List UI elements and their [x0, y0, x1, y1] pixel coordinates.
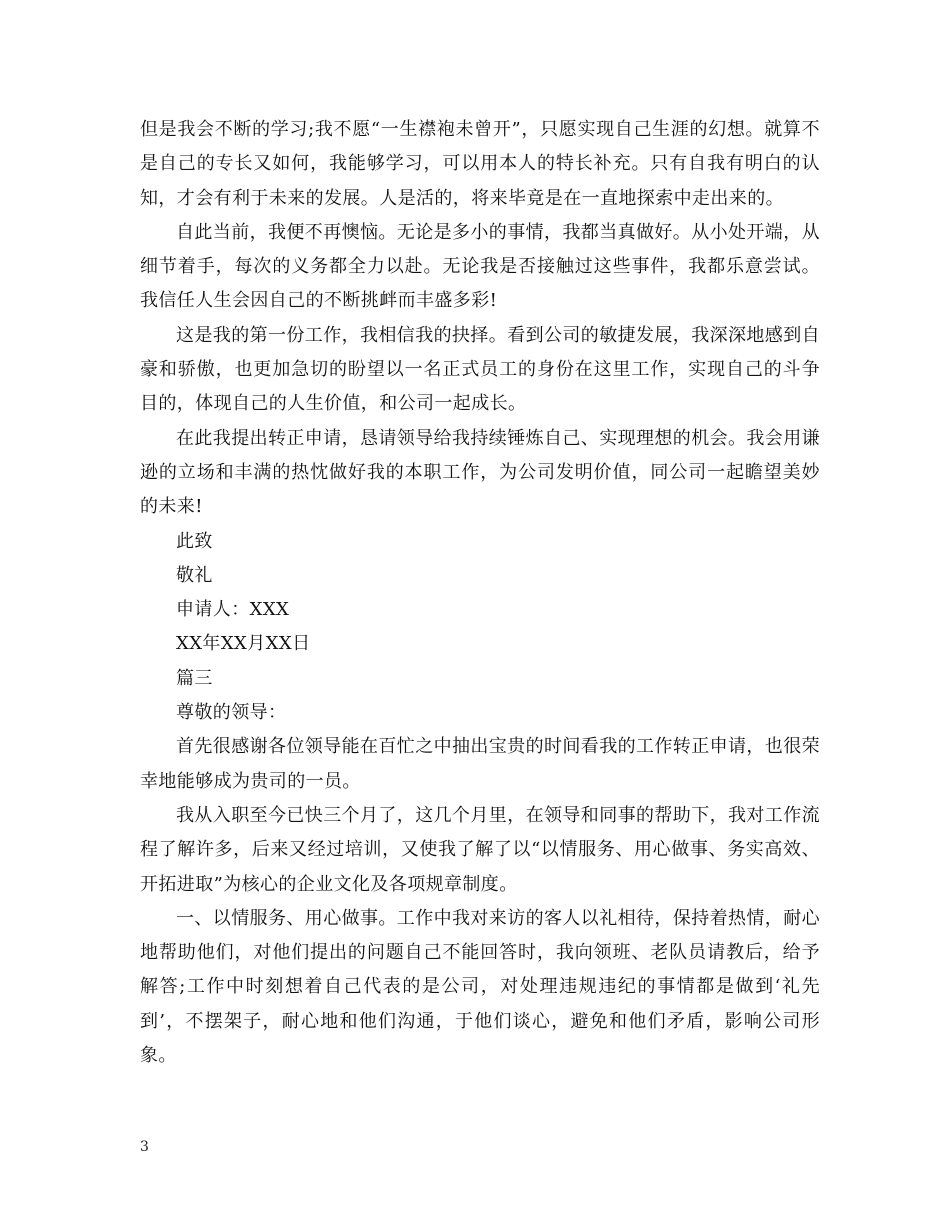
- date-line: XX年XX月XX日: [176, 633, 311, 655]
- paragraph: 我从入职至今已快三个月了，这几个月里，在领导和同事的帮助下，我对工作流程了解许多，后来又经过培训，又使我了解了以“以情服务、用心做事、务实高效、开拓进取”为核心的企业文化及各项规章制度。: [140, 804, 820, 895]
- closing-line: 此致: [176, 530, 213, 552]
- paragraph: 一、以情服务、用心做事。工作中我对来访的客人以礼相待，保持着热情，耐心地帮助他们，对他们提出的问题自己不能回答时，我向领班、老队员请教后，给予解答;工作中时刻想着自己代表的是公司，对处理违规违纪的事情都是做到‘礼先到’，不摆架子，耐心地和他们沟通，于他们谈心，避免和他们矛盾，影响公司形象。: [140, 907, 820, 1067]
- applicant-line: 申请人：XXX: [176, 599, 290, 621]
- paragraph: 在此我提出转正申请，恳请领导给我持续锤炼自己、实现理想的机会。我会用谦逊的立场和丰满的热忱做好我的本职工作，为公司发明价值，同公司一起瞻望美妙的未来!: [140, 427, 820, 518]
- paragraph-continued: 但是我会不断的学习;我不愿“一生襟袍未曾开”，只愿实现自己生涯的幻想。就算不是自己的专长又如何，我能够学习，可以用本人的特长补充。只有自我有明白的认知，才会有利于未来的发展。人是活的，将来毕竟是在一直地探索中走出来的。: [140, 119, 820, 209]
- greeting-line: 尊敬的领导：: [176, 702, 287, 724]
- paragraph: 这是我的第一份工作，我相信我的抉择。看到公司的敏捷发展，我深深地感到自豪和骄傲，也更加急切的盼望以一名正式员工的身份在这里工作，实现自己的斗争目的，体现自己的人生价值，和公司一起成长。: [140, 324, 820, 415]
- paragraph: 首先很感谢各位领导能在百忙之中抽出宝贵的时间看我的工作转正申请，也很荣幸地能够成为贵司的一员。: [140, 736, 820, 792]
- paragraph: 自此当前，我便不再懊恼。无论是多小的事情，我都当真做好。从小处开端，从细节着手，每次的义务都全力以赴。无论我是否接触过这些事件，我都乐意尝试。我信任人生会因自己的不断挑衅而丰盛多彩!: [140, 221, 820, 312]
- page-number: 3: [140, 1139, 149, 1155]
- salute-line: 敬礼: [176, 564, 213, 586]
- section-title: 篇三: [176, 667, 213, 689]
- document-body: [140, 113, 820, 1073]
